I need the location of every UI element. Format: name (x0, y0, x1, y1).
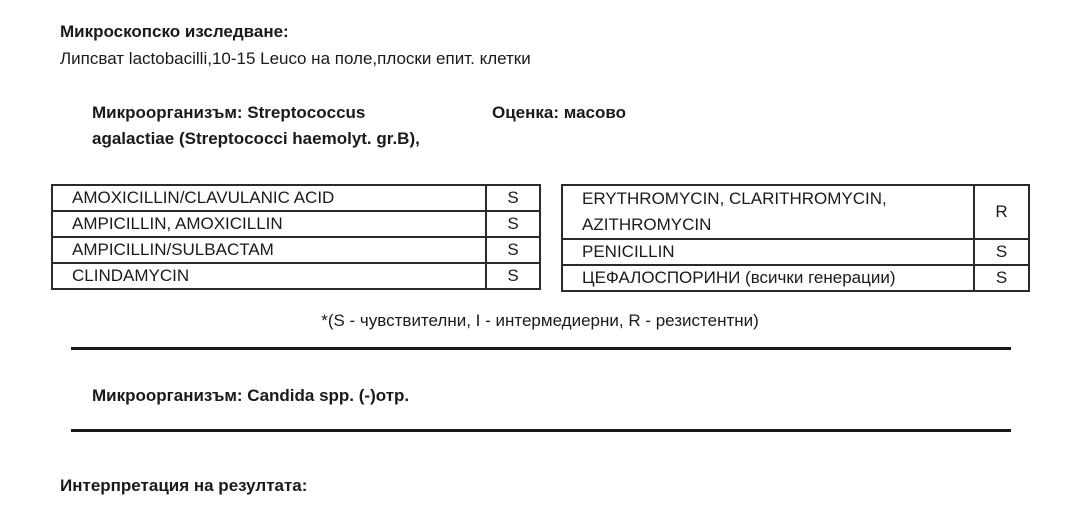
microscopy-text: Липсват lactobacilli,10-15 Leuco на поле,плоски епит. клетки (60, 49, 531, 68)
antibiotic-name: AMOXICILLIN/CLAVULANIC ACID (52, 185, 486, 211)
sensitivity-result: S (486, 263, 540, 289)
antibiogram-table-right (561, 184, 1030, 292)
sensitivity-result: S (486, 211, 540, 237)
sensitivity-result: R (974, 185, 1029, 239)
table-row (52, 237, 540, 263)
sensitivity-legend: *(S - чувствителни, I - интермедиерни, R - резистентни) (321, 311, 759, 330)
assessment-label: Оценка: масово (492, 103, 626, 122)
organism-label: Микроорганизъм: Streptococcus agalactiae (Streptococci haemolyt. gr.B), (92, 103, 420, 148)
antibiotic-name: ЦЕФАЛОСПОРИНИ (всички генерации) (562, 265, 974, 291)
antibiotic-name: PENICILLIN (562, 239, 974, 265)
table-row (562, 185, 1029, 239)
section-divider (71, 429, 1011, 432)
table-row (562, 239, 1029, 265)
table-row (52, 263, 540, 289)
antibiotic-name: CLINDAMYCIN (52, 263, 486, 289)
antibiotic-name: ERYTHROMYCIN, CLARITHROMYCIN, AZITHROMYCIN (562, 185, 974, 239)
sensitivity-result: S (974, 265, 1029, 291)
interpretation-heading: Интерпретация на резултата: (60, 476, 308, 495)
section-divider (71, 347, 1011, 350)
antibiotic-name: AMPICILLIN/SULBACTAM (52, 237, 486, 263)
table-row (52, 185, 540, 211)
organism-label: Микроорганизъм: Candida spp. (-)отр. (92, 386, 410, 405)
sensitivity-result: S (974, 239, 1029, 265)
microscopy-heading: Микроскопско изследване: (60, 22, 289, 41)
table-row (52, 211, 540, 237)
table-row (562, 265, 1029, 291)
sensitivity-result: S (486, 185, 540, 211)
antibiogram-table-left (51, 184, 541, 290)
sensitivity-result: S (486, 237, 540, 263)
antibiotic-name: AMPICILLIN, AMOXICILLIN (52, 211, 486, 237)
